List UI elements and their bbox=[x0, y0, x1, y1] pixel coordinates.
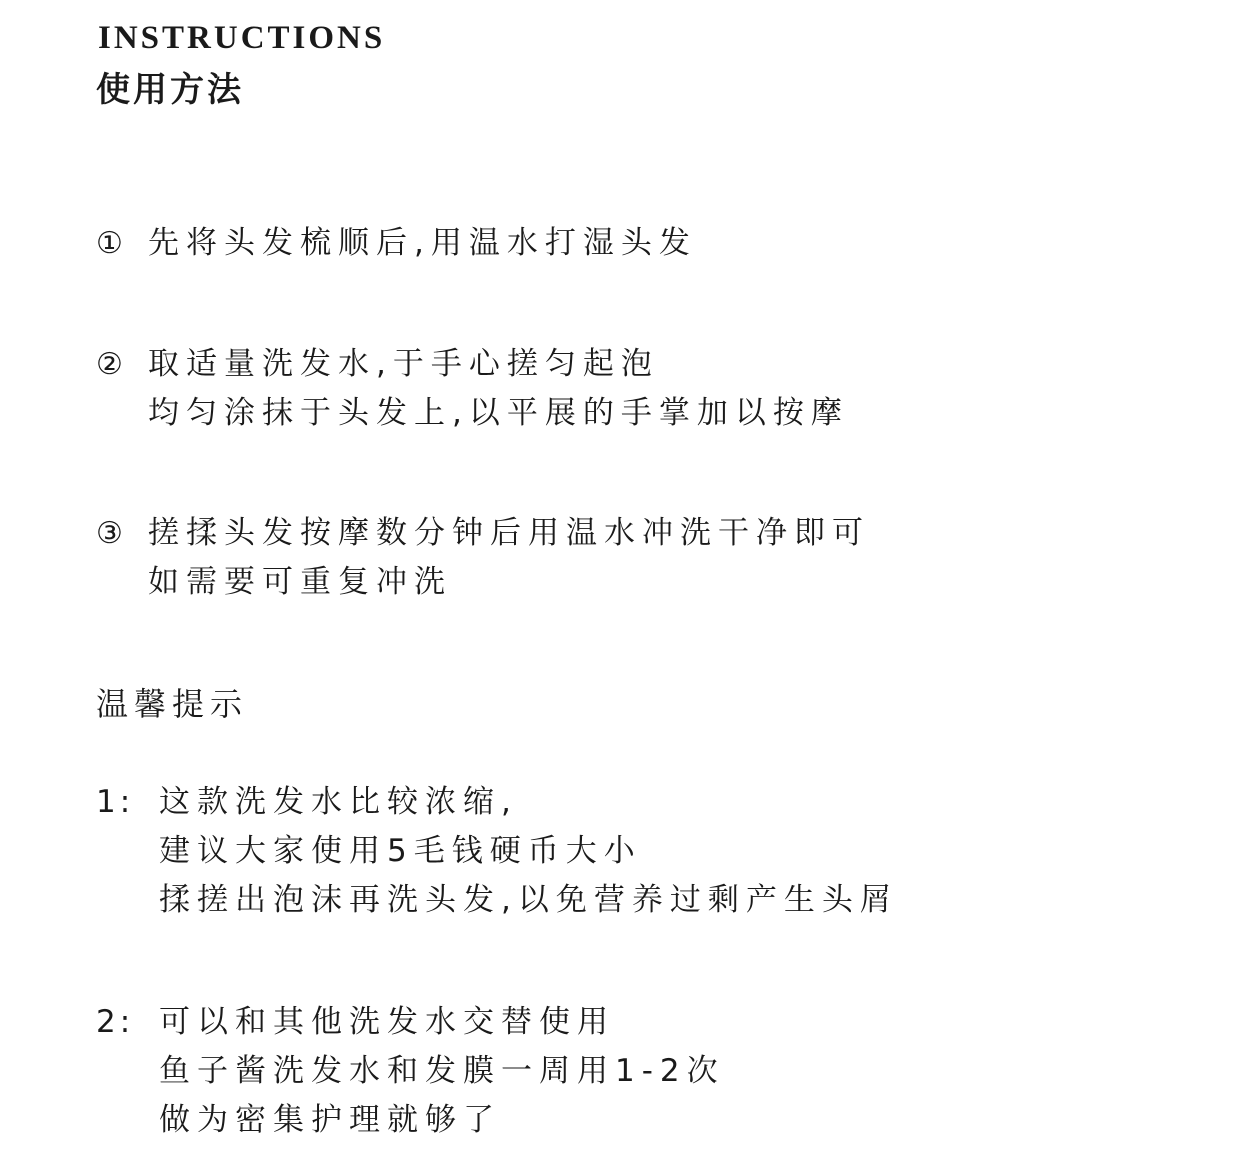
instruction-step-2 bbox=[96, 340, 849, 437]
step-marker: ① bbox=[96, 226, 123, 261]
step-marker: ② bbox=[96, 347, 123, 382]
tip-text: 揉搓出泡沫再洗头发,以免营养过剩产生头屑 bbox=[159, 882, 898, 918]
tip-text: 鱼子酱洗发水和发膜一周用1-2次 bbox=[159, 1053, 725, 1089]
step-text: 均匀涂抹于头发上,以平展的手掌加以按摩 bbox=[148, 395, 849, 431]
tip-text: 做为密集护理就够了 bbox=[159, 1102, 501, 1138]
step-line bbox=[96, 509, 870, 558]
tip-text: 可以和其他洗发水交替使用 bbox=[159, 1004, 615, 1040]
tip-item-1 bbox=[96, 778, 898, 925]
tip-text: 建议大家使用5毛钱硬币大小 bbox=[159, 833, 642, 869]
step-text: 取适量洗发水,于手心搓匀起泡 bbox=[148, 346, 659, 382]
tip-marker: 1: bbox=[96, 784, 135, 820]
tip-line bbox=[96, 998, 725, 1047]
tip-item-2 bbox=[96, 998, 725, 1145]
step-line bbox=[96, 219, 697, 268]
step-line bbox=[96, 340, 849, 389]
tip-marker: 2: bbox=[96, 1004, 135, 1040]
step-text: 搓揉头发按摩数分钟后用温水冲洗干净即可 bbox=[148, 515, 870, 551]
instruction-step-1 bbox=[96, 219, 697, 268]
tip-text: 这款洗发水比较浓缩, bbox=[159, 784, 518, 820]
step-text: 先将头发梳顺后,用温水打湿头发 bbox=[148, 225, 697, 261]
step-text: 如需要可重复冲洗 bbox=[148, 564, 452, 600]
instruction-step-3 bbox=[96, 509, 870, 606]
tips-title: 温馨提示 bbox=[96, 685, 249, 723]
step-marker: ③ bbox=[96, 516, 123, 551]
tip-line bbox=[96, 778, 898, 827]
title-chinese: 使用方法 bbox=[96, 70, 244, 110]
title-english: INSTRUCTIONS bbox=[98, 20, 386, 56]
